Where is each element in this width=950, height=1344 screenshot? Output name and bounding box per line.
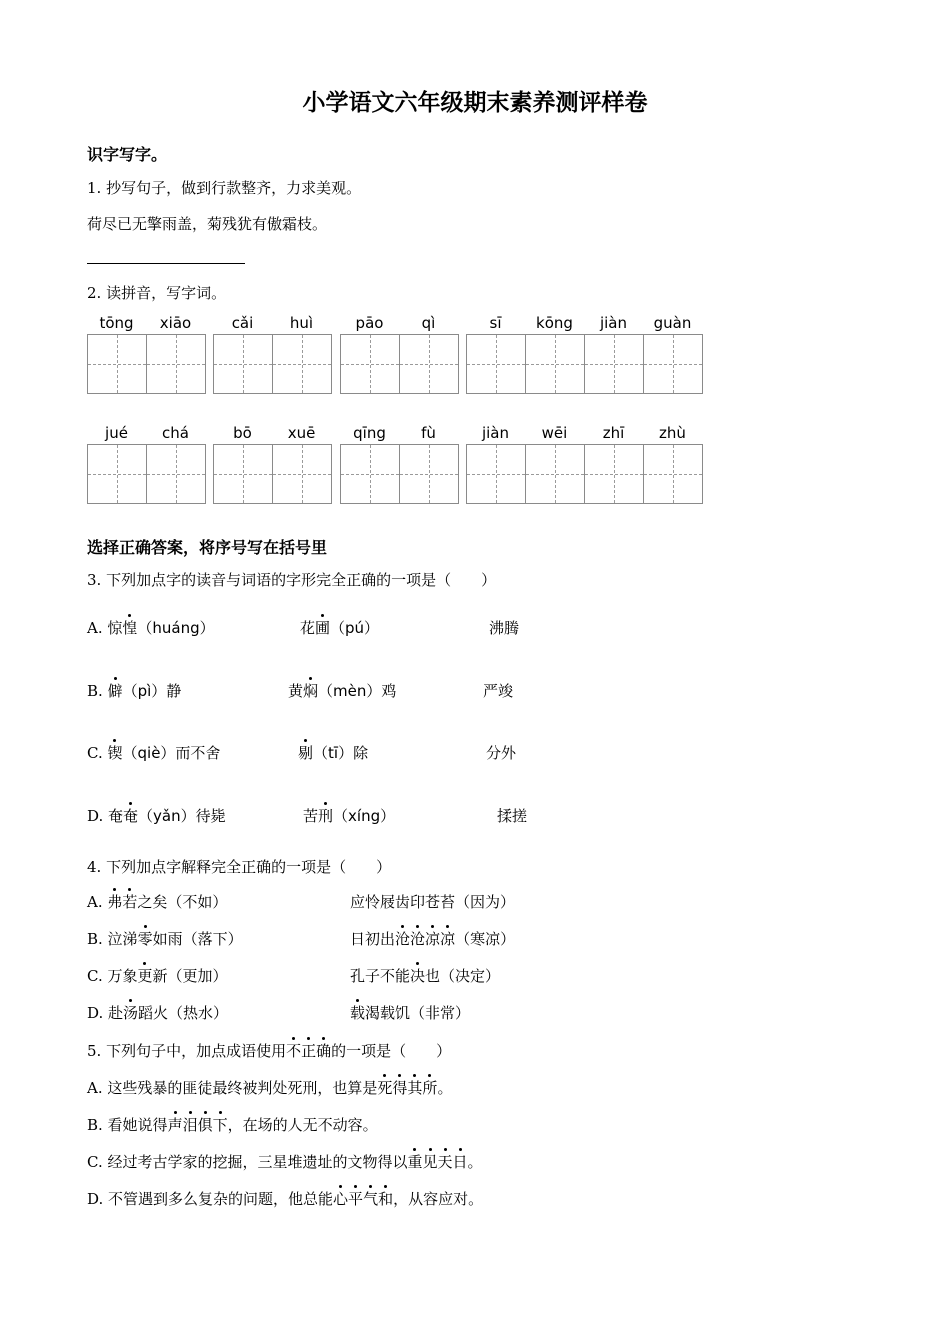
pinyin-syllable: sī bbox=[489, 314, 502, 332]
dotted-text bbox=[286, 1042, 331, 1060]
tianzige-cell[interactable] bbox=[525, 334, 585, 394]
tianzige-cell[interactable] bbox=[399, 334, 459, 394]
tianzige-cell[interactable] bbox=[146, 444, 206, 504]
pinyin-annotation: （pì）静 bbox=[122, 682, 182, 700]
tianzige-cell[interactable] bbox=[213, 444, 273, 504]
pinyin-syllable: zhù bbox=[659, 424, 686, 442]
pinyin-annotation: （yǎn）待毙 bbox=[138, 807, 226, 825]
emphasis-char: 凉 bbox=[440, 930, 456, 948]
option-A-word-3: 沸腾 bbox=[489, 619, 520, 637]
pinyin-annotation: （tī）除 bbox=[313, 744, 369, 762]
tianzige-cell[interactable] bbox=[466, 444, 526, 504]
emphasis-char: 所 bbox=[422, 1079, 438, 1097]
tianzige-cell[interactable] bbox=[643, 334, 703, 394]
question-3-stem: 3. 下列加点字的读音与词语的字形完全正确的一项是（ ） bbox=[87, 571, 497, 589]
question-1-stem: 1. 抄写句子，做到行款整齐，力求美观。 bbox=[87, 179, 362, 197]
emphasis-char: 汤 bbox=[123, 1004, 139, 1022]
option-D-right: 载渴载饥（非常） bbox=[350, 1004, 471, 1022]
tianzige-cell[interactable] bbox=[584, 444, 644, 504]
option-B: B. 看她说得声泪俱下，在场的人无不动容。 bbox=[87, 1116, 378, 1134]
emphasis-char: 锲 bbox=[107, 744, 123, 762]
emphasis-char: 刑 bbox=[318, 807, 334, 825]
option-C-left: C. 万象更新（更加） bbox=[87, 967, 228, 985]
stem-text: 5. 下列句子中，加点成语使用 bbox=[87, 1042, 287, 1060]
tianzige-cell[interactable] bbox=[525, 444, 585, 504]
emphasis-char: 下 bbox=[212, 1116, 228, 1134]
option-C-word-3: 分外 bbox=[486, 744, 517, 762]
option-A-left: A. 弗若之矣（不如） bbox=[87, 893, 228, 911]
pinyin-syllable: pāo bbox=[355, 314, 384, 332]
stem-text: 的一项是（ ） bbox=[331, 1042, 452, 1060]
writing-grid bbox=[87, 334, 205, 394]
question-5-stem bbox=[87, 1040, 451, 1061]
pinyin-syllable: jué bbox=[105, 424, 128, 442]
writing-grid bbox=[340, 444, 458, 504]
option-B-left: B. 泣涕零如雨（落下） bbox=[87, 930, 243, 948]
section-heading-literacy: 识字写字。 bbox=[87, 145, 168, 164]
emphasis-char: 剔 bbox=[298, 744, 314, 762]
emphasis-char: 其 bbox=[407, 1079, 423, 1097]
pinyin-annotation: （mèn）鸡 bbox=[318, 682, 397, 700]
tianzige-cell[interactable] bbox=[584, 334, 644, 394]
emphasis-char: 俱 bbox=[197, 1116, 213, 1134]
pinyin-syllable: jiàn bbox=[599, 314, 628, 332]
pinyin-syllable: wēi bbox=[541, 424, 568, 442]
tianzige-cell[interactable] bbox=[146, 334, 206, 394]
emphasis-char: 确 bbox=[316, 1042, 332, 1060]
answer-line[interactable] bbox=[87, 263, 245, 264]
emphasis-char: 惶 bbox=[122, 619, 138, 637]
tianzige-cell[interactable] bbox=[87, 334, 147, 394]
option-A-word-2: 花圃（pú） bbox=[300, 619, 380, 637]
section-heading-choice: 选择正确答案，将序号写在括号里 bbox=[87, 538, 328, 557]
option-B-word-3: 严竣 bbox=[483, 682, 514, 700]
emphasis-char: 重 bbox=[407, 1153, 423, 1171]
tianzige-cell[interactable] bbox=[87, 444, 147, 504]
emphasis-char: 声 bbox=[167, 1116, 183, 1134]
question-2-stem: 2. 读拼音，写字词。 bbox=[87, 284, 227, 302]
option-A-right: 应怜屐齿印苍苔（因为） bbox=[350, 893, 516, 911]
question-1-sentence: 荷尽已无擎雨盖，菊残犹有傲霜枝。 bbox=[87, 215, 328, 233]
option-B-word-2: 黄焖（mèn）鸡 bbox=[288, 682, 397, 700]
emphasis-char: 日 bbox=[452, 1153, 468, 1171]
pinyin-syllable: xiāo bbox=[159, 314, 192, 332]
pinyin-syllable: bō bbox=[233, 424, 252, 442]
emphasis-char: 得 bbox=[392, 1079, 408, 1097]
pinyin-annotation: （qiè）而不舍 bbox=[122, 744, 221, 762]
emphasis-char: 僻 bbox=[107, 682, 123, 700]
pinyin-syllable: huì bbox=[289, 314, 314, 332]
emphasis-char: 圃 bbox=[315, 619, 331, 637]
emphasis-char: 决 bbox=[410, 967, 426, 985]
emphasis-char: 沧 bbox=[410, 930, 426, 948]
tianzige-cell[interactable] bbox=[340, 334, 400, 394]
emphasis-char: 凉 bbox=[425, 930, 441, 948]
question-4-stem: 4. 下列加点字解释完全正确的一项是（ ） bbox=[87, 858, 392, 876]
emphasis-char: 平 bbox=[348, 1190, 364, 1208]
emphasis-char: 弗 bbox=[107, 893, 123, 911]
tianzige-cell[interactable] bbox=[399, 444, 459, 504]
emphasis-char: 气 bbox=[363, 1190, 379, 1208]
page-title: 小学语文六年级期末素养测评样卷 bbox=[302, 90, 648, 116]
option-C-right: 孔子不能决也（决定） bbox=[350, 967, 501, 985]
emphasis-char: 和 bbox=[378, 1190, 394, 1208]
pinyin-syllable: kōng bbox=[536, 314, 573, 332]
pinyin-syllable: guàn bbox=[653, 314, 692, 332]
tianzige-cell[interactable] bbox=[272, 444, 332, 504]
option-D-left: D. 赴汤蹈火（热水） bbox=[87, 1004, 229, 1022]
pinyin-annotation: （pú） bbox=[330, 619, 380, 637]
pinyin-syllable: xuē bbox=[287, 424, 316, 442]
writing-grid bbox=[466, 444, 702, 504]
pinyin-annotation: （huáng） bbox=[137, 619, 215, 637]
emphasis-char: 正 bbox=[301, 1042, 317, 1060]
writing-grid bbox=[213, 444, 331, 504]
writing-grid bbox=[340, 334, 458, 394]
emphasis-char: 载 bbox=[350, 1004, 366, 1022]
writing-grid bbox=[213, 334, 331, 394]
option-B-right: 日初出沧沧凉凉（寒凉） bbox=[350, 930, 516, 948]
pinyin-syllable: cǎi bbox=[231, 314, 254, 332]
emphasis-char: 零 bbox=[137, 930, 153, 948]
emphasis-char: 见 bbox=[422, 1153, 438, 1171]
emphasis-char: 奄 bbox=[123, 807, 139, 825]
tianzige-cell[interactable] bbox=[643, 444, 703, 504]
pinyin-syllable: fù bbox=[421, 424, 436, 442]
option-B-word-1: B. 僻（pì）静 bbox=[87, 682, 182, 700]
emphasis-char: 焖 bbox=[303, 682, 319, 700]
tianzige-cell[interactable] bbox=[272, 334, 332, 394]
emphasis-char: 不 bbox=[286, 1042, 302, 1060]
emphasis-char: 更 bbox=[137, 967, 153, 985]
emphasis-char: 心 bbox=[333, 1190, 349, 1208]
option-A: A. 这些残暴的匪徒最终被判处死刑，也算是死得其所。 bbox=[87, 1079, 453, 1097]
pinyin-syllable: chá bbox=[162, 424, 189, 442]
pinyin-annotation: （xíng） bbox=[333, 807, 396, 825]
pinyin-syllable: qīng bbox=[353, 424, 386, 442]
tianzige-cell[interactable] bbox=[340, 444, 400, 504]
tianzige-cell[interactable] bbox=[466, 334, 526, 394]
option-A-word-1: A. 惊惶（huáng） bbox=[87, 619, 215, 637]
writing-grid bbox=[87, 444, 205, 504]
writing-grid bbox=[466, 334, 702, 394]
pinyin-syllable: zhī bbox=[602, 424, 625, 442]
emphasis-char: 天 bbox=[437, 1153, 453, 1171]
option-C-word-2 bbox=[298, 742, 368, 763]
tianzige-cell[interactable] bbox=[213, 334, 273, 394]
option-D: D. 不管遇到多么复杂的问题，他总能心平气和，从容应对。 bbox=[87, 1190, 484, 1208]
pinyin-syllable: qì bbox=[421, 314, 436, 332]
option-D-word-1: D. 奄奄（yǎn）待毙 bbox=[87, 807, 226, 825]
pinyin-syllable: jiàn bbox=[481, 424, 510, 442]
option-C: C. 经过考古学家的挖掘，三星堆遗址的文物得以重见天日。 bbox=[87, 1153, 483, 1171]
option-D-word-3: 揉搓 bbox=[497, 807, 528, 825]
emphasis-char: 死 bbox=[377, 1079, 393, 1097]
emphasis-char: 泪 bbox=[182, 1116, 198, 1134]
pinyin-syllable: tōng bbox=[99, 314, 134, 332]
option-C-word-1: C. 锲（qiè）而不舍 bbox=[87, 744, 221, 762]
option-D-word-2: 苦刑（xíng） bbox=[303, 807, 396, 825]
emphasis-char: 沧 bbox=[395, 930, 411, 948]
emphasis-char: 若 bbox=[122, 893, 138, 911]
